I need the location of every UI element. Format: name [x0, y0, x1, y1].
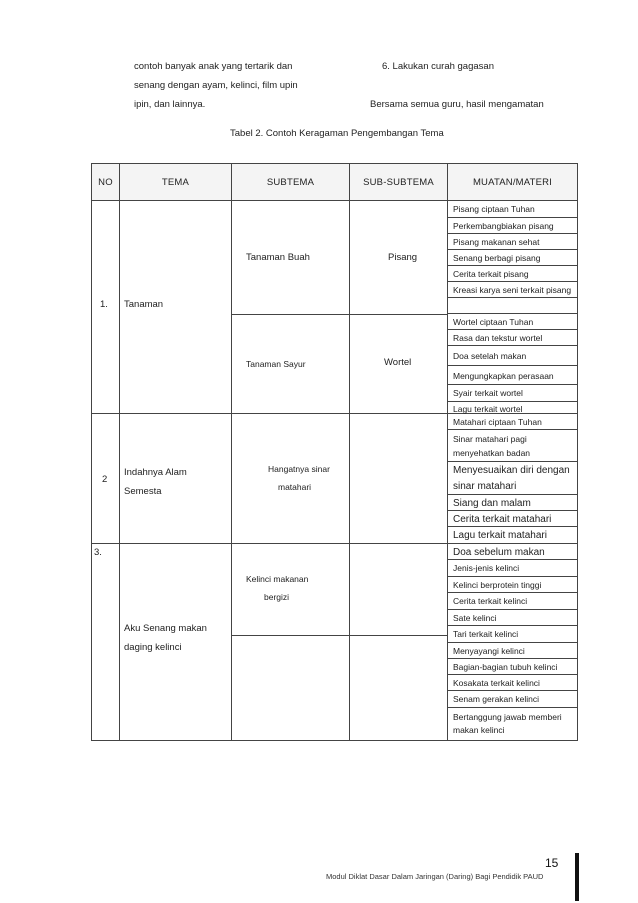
- subtema-cell: Tanaman Buah: [246, 252, 310, 263]
- muatan-item: Senam gerakan kelinci: [448, 691, 577, 708]
- muatan-item: Cerita terkait kelinci: [448, 593, 577, 610]
- subtema-cell-line-2: matahari: [278, 482, 312, 492]
- muatan-item: Matahari ciptaan Tuhan: [448, 414, 577, 430]
- muatan-item: Menyayangi kelinci: [448, 643, 577, 659]
- muatan-item: Sate kelinci: [448, 610, 577, 626]
- sub-subtema-cell: Wortel: [384, 357, 412, 368]
- muatan-item: Doa sebelum makan: [448, 544, 577, 560]
- table-row-group-1: [92, 201, 578, 414]
- muatan-item: menyehatkan badan: [448, 445, 577, 462]
- muatan-item: Lagu terkait matahari: [453, 530, 547, 541]
- tema-cell-line-2: daging kelinci: [124, 642, 182, 653]
- muatan-item: sinar matahari: [448, 478, 577, 495]
- subtema-cell: Tanaman Sayur: [246, 359, 306, 369]
- tema-cell-line-1: Indahnya Alam: [124, 467, 187, 478]
- muatan-item: Kelinci berprotein tinggi: [448, 577, 577, 593]
- muatan-item: Jenis-jenis kelinci: [448, 560, 577, 577]
- muatan-item: Mengungkapkan perasaan: [448, 366, 577, 385]
- table-header-row: [92, 164, 578, 201]
- muatan-item: Kreasi karya seni terkait pisang: [448, 282, 577, 298]
- muatan-item: Wortel ciptaan Tuhan: [448, 314, 577, 330]
- muatan-item: Senang berbagi pisang: [448, 250, 577, 266]
- muatan-item: Sinar matahari pagi: [453, 434, 527, 444]
- muatan-item: makan kelinci: [453, 725, 505, 735]
- intro-right-line-2: Bersama semua guru, hasil mengamatan: [370, 99, 544, 110]
- muatan-item: Cerita terkait pisang: [448, 266, 577, 282]
- muatan-item: Kosakata terkait kelinci: [448, 675, 577, 691]
- tema-cell-line-1: Aku Senang makan: [124, 623, 207, 634]
- header-sub-subtema: SUB-SUBTEMA: [350, 164, 448, 201]
- muatan-item: Tari terkait kelinci: [448, 626, 577, 643]
- muatan-item: Cerita terkait matahari: [448, 511, 577, 527]
- intro-left-line-2: senang dengan ayam, kelinci, film upin: [134, 80, 298, 91]
- table-row-group-3: [92, 544, 578, 741]
- page-number: 15: [545, 856, 559, 870]
- row-number: 3.: [94, 547, 102, 558]
- muatan-item: Syair terkait wortel: [448, 385, 577, 402]
- intro-left-line-1: contoh banyak anak yang tertarik dan: [134, 61, 293, 72]
- subtema-cell-line-1: Hangatnya sinar: [268, 464, 330, 474]
- muatan-item: Siang dan malam: [448, 495, 577, 511]
- footer-divider: [575, 853, 579, 901]
- subtema-cell-line-1: Kelinci makanan: [246, 574, 309, 584]
- row-number: 1.: [100, 299, 108, 310]
- intro-left-line-3: ipin, dan lainnya.: [134, 99, 206, 110]
- muatan-item: Doa setelah makan: [448, 346, 577, 366]
- tema-cell: Tanaman: [124, 299, 164, 310]
- header-subtema: SUBTEMA: [232, 164, 350, 201]
- subtema-cell-line-2: bergizi: [264, 592, 290, 602]
- muatan-item: Bertanggung jawab memberi: [453, 712, 562, 722]
- muatan-item: Pisang makanan sehat: [448, 234, 577, 250]
- muatan-item: Menyesuaikan diri dengan: [453, 465, 570, 476]
- table-row-group-2: [92, 414, 578, 544]
- content-table: [91, 163, 578, 741]
- muatan-item: Perkembangbiakan pisang: [448, 218, 577, 234]
- muatan-item: Lagu terkait wortel: [453, 404, 523, 414]
- row-number: 2: [102, 474, 108, 485]
- intro-right-line-1: 6. Lakukan curah gagasan: [382, 61, 494, 72]
- footer-text: Modul Diklat Dasar Dalam Jaringan (Daring) Bagi Pendidik PAUD: [326, 872, 544, 881]
- muatan-item-empty: [448, 298, 577, 314]
- header-muatan: MUATAN/MATERI: [448, 164, 578, 201]
- header-no: NO: [92, 164, 120, 201]
- muatan-item: Pisang ciptaan Tuhan: [448, 201, 577, 218]
- sub-subtema-cell: Pisang: [388, 252, 418, 263]
- muatan-item: Rasa dan tekstur wortel: [448, 330, 577, 346]
- header-tema: TEMA: [120, 164, 232, 201]
- table-caption: Tabel 2. Contoh Keragaman Pengembangan Tema: [230, 128, 444, 139]
- muatan-item: Bagian-bagian tubuh kelinci: [448, 659, 577, 675]
- tema-cell-line-2: Semesta: [124, 486, 162, 497]
